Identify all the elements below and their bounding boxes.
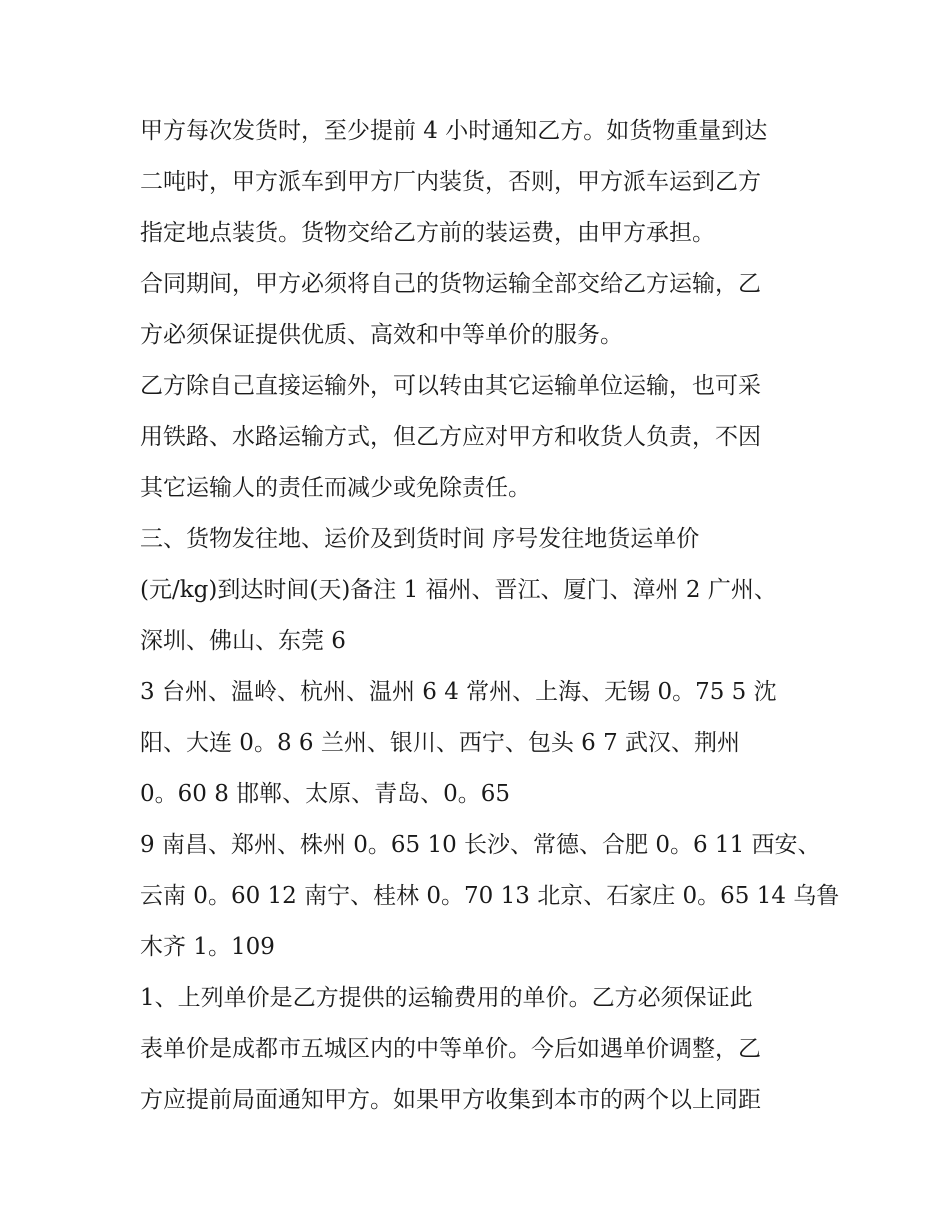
text-line: 方必须保证提供优质、高效和中等单价的服务。 bbox=[140, 322, 623, 348]
text-line: 9 南昌、郑州、株州 0。65 10 长沙、常德、合肥 0。6 11 西安、 bbox=[140, 832, 821, 858]
text-line: 云南 0。60 12 南宁、桂林 0。70 13 北京、石家庄 0。65 14 乌鲁 bbox=[140, 883, 840, 909]
text-line: 乙方除自己直接运输外，可以转由其它运输单位运输，也可采 bbox=[140, 373, 761, 399]
section-heading-line: 三、货物发往地、运价及到货时间 序号发往地货运单价 bbox=[140, 526, 700, 552]
text-line: 甲方每次发货时，至少提前 4 小时通知乙方。如货物重量到达 bbox=[140, 118, 768, 144]
text-line: 阳、大连 0。8 6 兰州、银川、西宁、包头 6 7 武汉、荆州 bbox=[140, 730, 741, 756]
text-line: 3 台州、温岭、杭州、温州 6 4 常州、上海、无锡 0。75 5 沈 bbox=[140, 679, 777, 705]
text-line: 合同期间，甲方必须将自己的货物运输全部交给乙方运输，乙 bbox=[140, 271, 761, 297]
text-line: 指定地点装货。货物交给乙方前的装运费，由甲方承担。 bbox=[140, 220, 715, 246]
text-line: 深圳、佛山、东莞 6 bbox=[140, 628, 346, 654]
text-line: 木齐 1。109 bbox=[140, 934, 275, 960]
text-line: 表单价是成都市五城区内的中等单价。今后如遇单价调整，乙 bbox=[140, 1036, 761, 1062]
text-line: 方应提前局面通知甲方。如果甲方收集到本市的两个以上同距 bbox=[140, 1087, 761, 1113]
text-line: (元/kg)到达时间(天)备注 1 福州、晋江、厦门、漳州 2 广州、 bbox=[140, 577, 777, 603]
document-body bbox=[140, 106, 840, 1126]
text-line: 用铁路、水路运输方式，但乙方应对甲方和收货人负责，不因 bbox=[140, 424, 761, 450]
text-line: 1、上列单价是乙方提供的运输费用的单价。乙方必须保证此 bbox=[140, 985, 753, 1011]
text-line: 0。60 8 邯郸、太原、青岛、0。65 bbox=[140, 781, 511, 807]
text-line: 二吨时，甲方派车到甲方厂内装货，否则，甲方派车运到乙方 bbox=[140, 169, 761, 195]
text-line: 其它运输人的责任而减少或免除责任。 bbox=[140, 475, 531, 501]
